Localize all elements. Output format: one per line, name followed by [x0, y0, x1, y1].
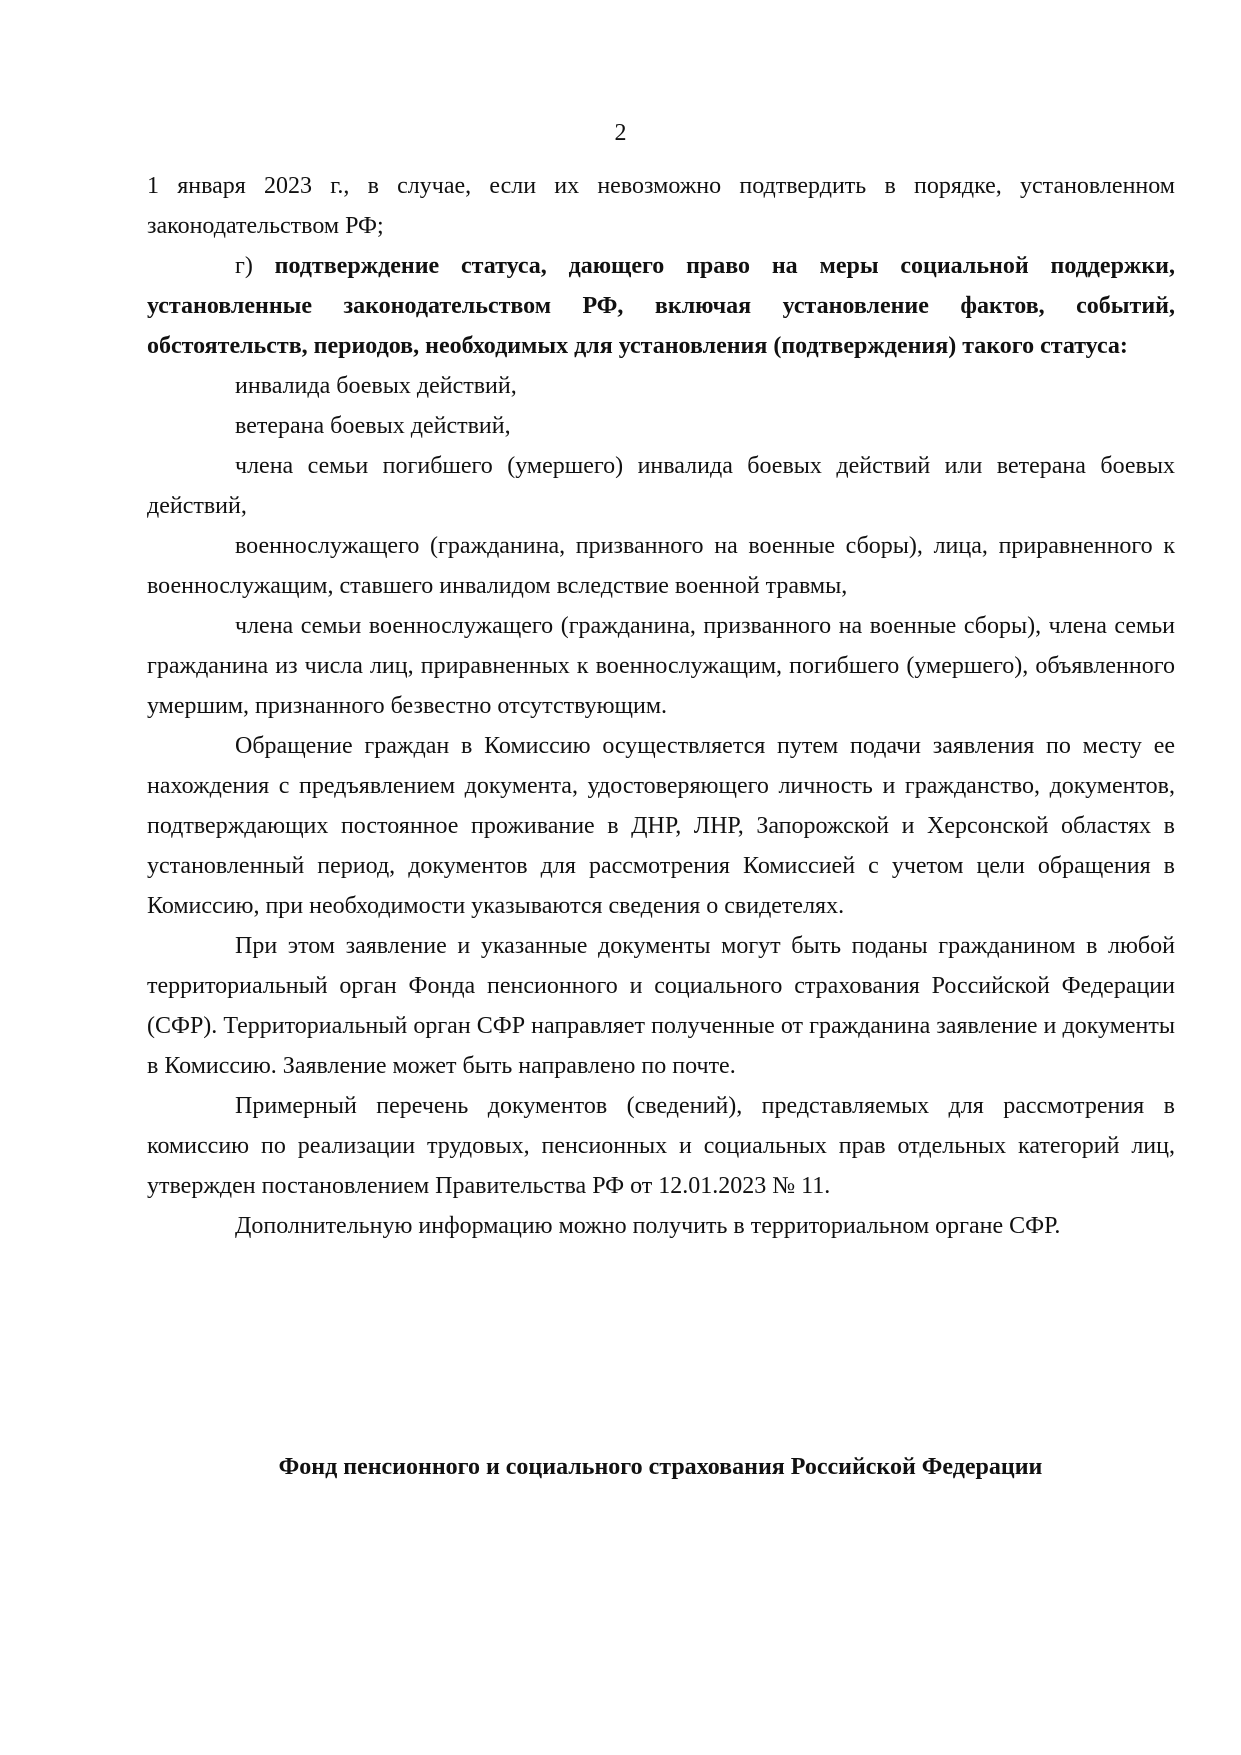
page-number: 2	[614, 120, 627, 146]
paragraph-sfr: При этом заявление и указанные документы могут быть поданы гражданином в любой территориальный орган Фонда пенсионного и социального страхования Российской Федерации (СФР). Территориальный орган СФР направляет полученные от гражданина заявление и документы в Комиссию. Заявление может быть направлено по почте.	[147, 933, 1175, 1079]
paragraph-additional-info: Дополнительную информацию можно получить в территориальном органе СФР.	[235, 1213, 1061, 1239]
list-item: члена семьи военнослужащего (гражданина, призванного на военные сборы), члена семьи гражданина из числа лиц, приравненных к военнослужащим, погибшего (умершего), объявленного умершим, признанного безвестно отсутствующим.	[147, 613, 1175, 719]
paragraph-document-list: Примерный перечень документов (сведений), представляемых для рассмотрения в комиссию по реализации трудовых, пенсионных и социальных прав отдельных категорий лиц, утвержден постановлением Правительства РФ от 12.01.2023 № 11.	[147, 1093, 1175, 1199]
list-item: инвалида боевых действий,	[235, 373, 517, 399]
list-item: военнослужащего (гражданина, призванного на военные сборы), лица, приравненного к военнослужащим, ставшего инвалидом вследствие военной травмы,	[147, 533, 1175, 599]
paragraph-item-g	[147, 246, 1175, 366]
item-g-marker: г)	[235, 253, 275, 279]
signature-organization: Фонд пенсионного и социального страхования Российской Федерации	[278, 1454, 1043, 1480]
list-item: члена семьи погибшего (умершего) инвалида боевых действий или ветерана боевых действий,	[147, 453, 1175, 519]
list-item: ветерана боевых действий,	[235, 413, 511, 439]
document-body	[147, 166, 1175, 1246]
item-g-bold-text: подтверждение статуса, дающего право на меры социальной поддержки, установленные законодательством РФ, включая установление фактов, событий, обстоятельств, периодов, необходимых для установления (подтверждения) такого статуса:	[147, 253, 1175, 359]
paragraph-continuation: 1 января 2023 г., в случае, если их невозможно подтвердить в порядке, установленном законодательством РФ;	[147, 173, 1175, 239]
paragraph-appeal: Обращение граждан в Комиссию осуществляется путем подачи заявления по месту ее нахождения с предъявлением документа, удостоверяющего личность и гражданство, документов, подтверждающих постоянное проживание в ДНР, ЛНР, Запорожской и Херсонской областях в установленный период, документов для рассмотрения Комиссией с учетом цели обращения в Комиссию, при необходимости указываются сведения о свидетелях.	[147, 733, 1175, 919]
